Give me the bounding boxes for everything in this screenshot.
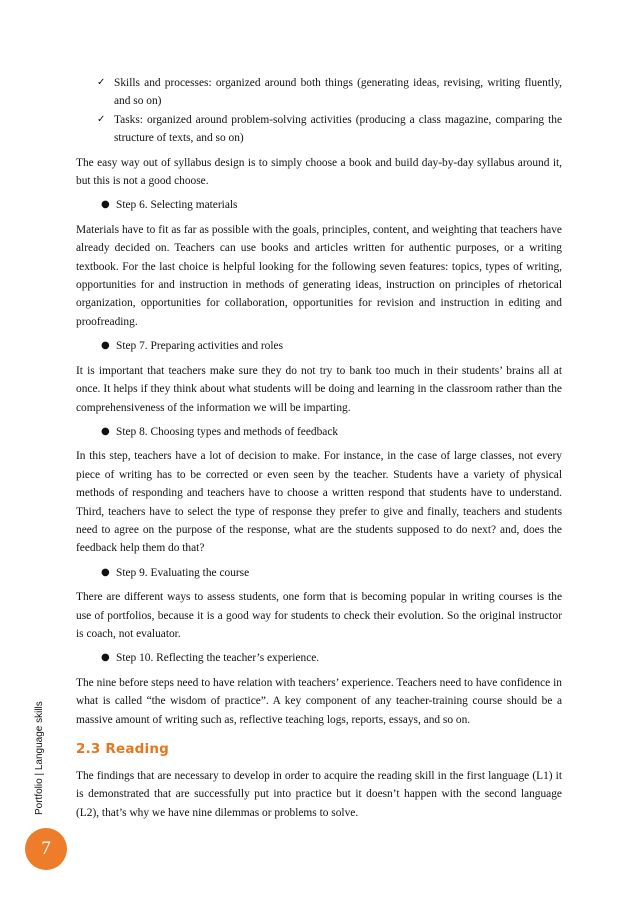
step-item [76, 337, 562, 355]
step-item [76, 423, 562, 441]
paragraph: It is important that teachers make sure they do not try to bank too much in their students’ brains all at once. It helps if they think about what students will be doing and learning in the classroom rather than the comprehensiveness of the information we will be imparting. [76, 364, 562, 414]
bullet-dot-icon: ● [101, 425, 110, 437]
list-item [76, 74, 562, 111]
list-item-text: Skills and processes: organized around both things (generating ideas, revising, writing fluently, and so on) [114, 77, 562, 108]
bullet-dot-icon: ● [101, 566, 110, 578]
step-label: Step 10. Reflecting the teacher’s experience. [116, 652, 320, 665]
paragraph: The easy way out of syllabus design is to simply choose a book and build day-by-day syllabus around it, but this is not a good choose. [76, 156, 562, 188]
paragraph: In this step, teachers have a lot of decision to make. For instance, in the case of large classes, not every piece of writing has to be corrected or even seen by the teacher. Students have a variety of physical methods of responding and teachers have to choose a written respond that students have to understand. Third, teachers have to select the type of response they prefer to give and finally, teachers and students need to agree on the purpose of the response, what are the students supposed to do next? and, does the feedback help them do that? [76, 450, 562, 555]
bullet-dot-icon: ● [101, 199, 110, 211]
paragraph: Materials have to fit as far as possible with the goals, principles, content, and weighting that teachers have already decided on. Teachers can use books and articles written for authentic purposes, or a writing textbook. For the last choice is helpful looking for the following seven features: topics, types of writing, opportunities for and instruction in methods of generating ideas, instruction on principles of rhetorical organization, opportunities for collaboration, opportunities for revision and instruction in editing and proofreading. [76, 223, 562, 328]
list-item [76, 111, 562, 148]
step-label: Step 7. Preparing activities and roles [116, 340, 284, 353]
step-label: Step 8. Choosing types and methods of feedback [116, 425, 339, 438]
paragraph: There are different ways to assess students, one form that is becoming popular in writing courses is the use of portfolios, because it is a good way for students to check their evolution. So the original instructor is coach, not evaluator. [76, 591, 562, 640]
paragraph: The nine before steps need to have relation with teachers’ experience. Teachers need to have confidence in what is called “the wisdom of practice”. A key component of any teacher-training course should be a massive amount of writing such as, reflective teaching logs, reports, essays, and so on. [76, 676, 562, 726]
step-label: Step 6. Selecting materials [116, 199, 238, 212]
step-item [76, 649, 562, 667]
bullet-dot-icon: ● [101, 652, 110, 664]
checkmark-icon: ✓ [97, 113, 106, 125]
page-body [76, 74, 562, 828]
step-item [76, 196, 562, 214]
step-item [76, 564, 562, 582]
paragraph: The findings that are necessary to develop in order to acquire the reading skill in the first language (L1) it is demonstrated that are successfully put into practice but it doesn’t happen with the second language (L2), that’s why we have nine dilemmas or problems to solve. [76, 770, 562, 819]
bullet-dot-icon: ● [101, 340, 110, 352]
list-item-text: Tasks: organized around problem-solving activities (producing a class magazine, comparing the structure of texts, and so on) [114, 113, 562, 145]
side-running-header: Portfolio | Language skills [34, 701, 45, 815]
page-number-badge: 7 [25, 828, 67, 870]
checklist [76, 74, 562, 148]
checkmark-icon: ✓ [97, 77, 106, 88]
step-label: Step 9. Evaluating the course [116, 566, 250, 579]
section-heading: 2.3 Reading [76, 741, 170, 757]
